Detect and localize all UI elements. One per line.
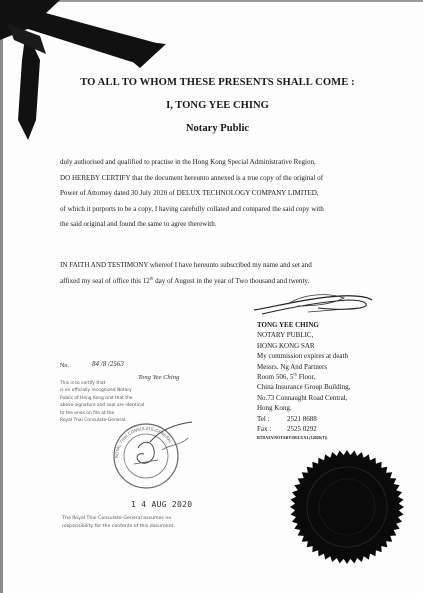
notary-block-building: China Insurance Group Building,: [257, 383, 351, 392]
endorsement-number-label: No.: [60, 363, 69, 369]
certification-paragraph: [60, 155, 378, 233]
notary-block-title: NOTARY PUBLIC,: [257, 331, 314, 340]
notary-block-region: HONG KONG SAR: [257, 341, 315, 350]
notary-block-fax: Fax : 2525 0292: [257, 425, 317, 434]
endorsement-text: [60, 380, 250, 424]
certification-line: duly authorised and qualified to practise in the Hong Kong Special Administrative Region,: [60, 158, 316, 166]
certification-line: Power of Attorney dated 30 July 2020 of DELUX TECHNOLOGY COMPANY LIMITED,: [60, 189, 319, 197]
document-heading: TO ALL TO WHOM THESE PRESENTS SHALL COME :: [80, 77, 355, 88]
notary-seal-icon: [288, 448, 406, 566]
endorsement-line: Public of Hong Kong and that the: [60, 395, 133, 401]
endorsement-line: This is to certify that: [60, 381, 106, 386]
disclaimer-line: The Royal Thai Consulate-General assumes no: [62, 516, 172, 521]
notary-block-tel: Tel : 2521 8688: [257, 414, 317, 423]
endorsement-number-value: 84 /8 /2563: [92, 360, 124, 368]
notary-block-name: TONG YEE CHING: [257, 321, 319, 329]
endorsement-line: Royal Thai Consulate-General.: [60, 418, 127, 424]
endorsement-line: is an officially recognized Notary: [60, 388, 132, 394]
notary-block-reference: RTDATA\NOTARY\DELUX1 (14026(T)): [257, 435, 328, 441]
notary-block-commission: My commission expires at death: [257, 352, 348, 361]
consulate-stamp-text: ROYAL THAI CONSULATE-GENERAL: [113, 425, 174, 459]
endorsement-line: above signature and seal are identical: [60, 403, 145, 409]
notary-address-block: [257, 320, 350, 441]
testimony-paragraph: [60, 258, 378, 289]
testimony-line: affixed my seal of office this 12th day of August in the year of Two thousand and twenty.: [60, 275, 310, 285]
endorsement-date-stamp: 1 4 AUG 2020: [131, 500, 193, 509]
testimony-line: IN FAITH AND TESTIMONY whereof I have hereunto subscribed my name and set and: [60, 261, 312, 269]
consulate-stamp-icon: [110, 420, 200, 498]
endorsement-line: to the ones on file at the: [60, 410, 115, 416]
notary-block-road: No.73 Connaught Road Central,: [257, 393, 348, 402]
consulate-disclaimer: [62, 515, 175, 531]
notary-name-line: I, TONG YEE CHING: [166, 100, 269, 111]
certification-line: of which it purports to be a copy, I having carefully collated and compared the said copy with: [60, 204, 324, 213]
endorsement-handwritten-name: Tong Yee Ching: [138, 374, 180, 381]
disclaimer-line: responsibility for the contents of this document.: [62, 524, 175, 530]
certification-line: the said original and found the same to agree therewith.: [60, 220, 217, 228]
notary-signature: [248, 288, 378, 318]
notary-block-city: Hong Kong.: [257, 404, 292, 413]
notary-block-room: Room 506, 5th Floor,: [257, 371, 316, 382]
certification-line: DO HEREBY CERTIFY that the document hereunto annexed is a true copy of the original of: [60, 173, 324, 182]
notary-block-firm: Messrs. Ng And Partners: [257, 362, 327, 371]
notary-role: Notary Public: [185, 123, 250, 134]
